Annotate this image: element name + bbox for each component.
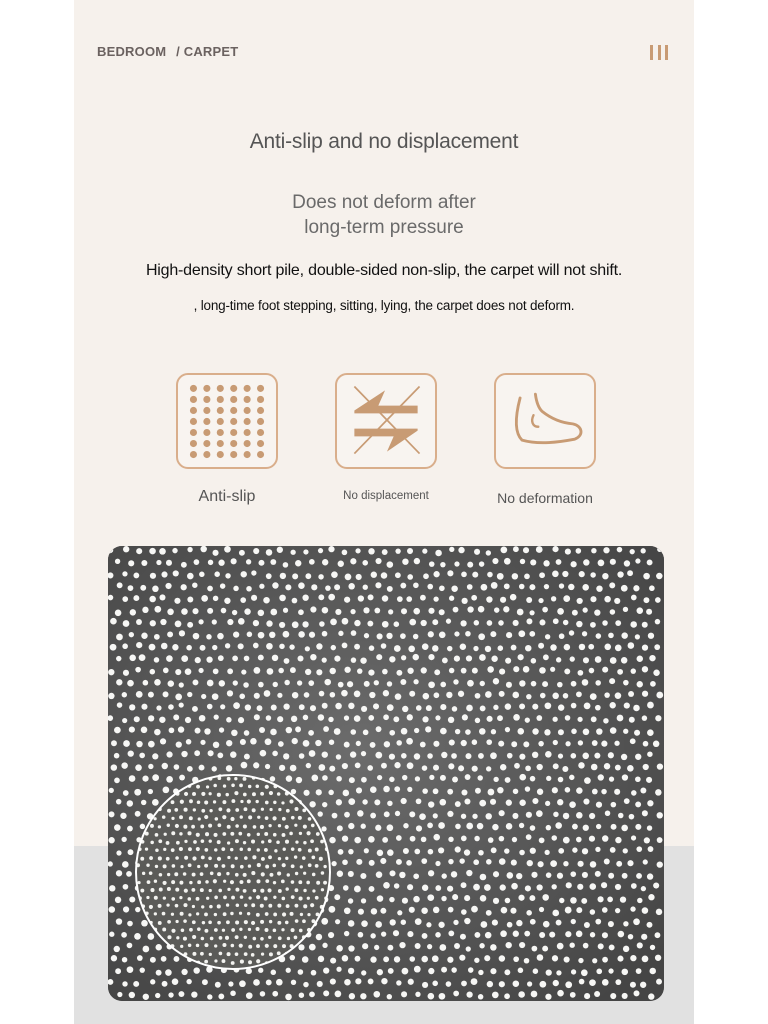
grid-dot [257,396,264,403]
grid-dot [217,451,224,458]
grid-dot [257,385,264,392]
grid-dot [230,418,237,425]
breadcrumb-room[interactable]: BEDROOM [97,44,167,59]
grid-dot [230,440,237,447]
grid-dot [190,440,197,447]
menu-bar [658,45,661,60]
grid-dot [217,429,224,436]
feature-label-anti-slip: Anti-slip [198,488,256,505]
foot-icon [496,375,594,467]
no-displacement-feature-box [335,373,437,469]
grid-dot [230,451,237,458]
grid-dot [217,396,224,403]
carpet-dot-pattern [108,546,664,1001]
grid-dot [190,451,197,458]
description-line-2: , long-time foot stepping, sitting, lying, the carpet does not deform. [193,298,575,313]
grid-dot [203,440,210,447]
breadcrumb [97,44,238,59]
grid-dot [257,451,264,458]
grid-dot [244,396,251,403]
description-line-1: High-density short pile, double-sided non-slip, the carpet will not shift. [145,262,623,279]
grid-dot [203,385,210,392]
grid-dot [203,407,210,414]
grid-dot [190,385,197,392]
grid-dot [203,451,210,458]
grid-dot [230,396,237,403]
feature-label-no-displacement: No displacement [343,490,429,502]
grid-dot [217,407,224,414]
grid-dot [257,429,264,436]
grid-dot [244,418,251,425]
subtitle-line-2: long-term pressure [304,217,464,238]
product-detail-page [74,0,694,1024]
menu-bar [665,45,668,60]
no-deformation-feature-box [494,373,596,469]
grid-dot [217,418,224,425]
grid-dot [190,429,197,436]
breadcrumb-separator: / [176,44,180,59]
grid-dot [244,407,251,414]
menu-bars-icon[interactable] [650,45,668,60]
grid-dot [217,440,224,447]
grid-dot [244,429,251,436]
menu-bar [650,45,653,60]
anti-slip-feature-box [176,373,278,469]
dot-grid-icon [178,375,276,467]
grid-dot [230,429,237,436]
grid-dot [190,418,197,425]
subtitle-line-1: Does not deform after [292,192,476,213]
grid-dot [257,407,264,414]
crossed-arrows-icon [337,375,435,467]
grid-dot [244,440,251,447]
breadcrumb-category[interactable]: CARPET [183,44,239,59]
grid-dot [190,396,197,403]
grid-dot [230,407,237,414]
grid-dot [244,385,251,392]
grid-dot [257,440,264,447]
grid-dot [203,429,210,436]
grid-dot [203,418,210,425]
grid-dot [203,396,210,403]
section-title: Anti-slip and no displacement [249,130,519,153]
grid-dot [230,385,237,392]
grid-dot [190,407,197,414]
feature-label-no-deformation: No deformation [497,490,593,506]
grid-dot [217,385,224,392]
carpet-backing-photo [108,546,664,1001]
grid-dot [257,418,264,425]
grid-dot [244,451,251,458]
